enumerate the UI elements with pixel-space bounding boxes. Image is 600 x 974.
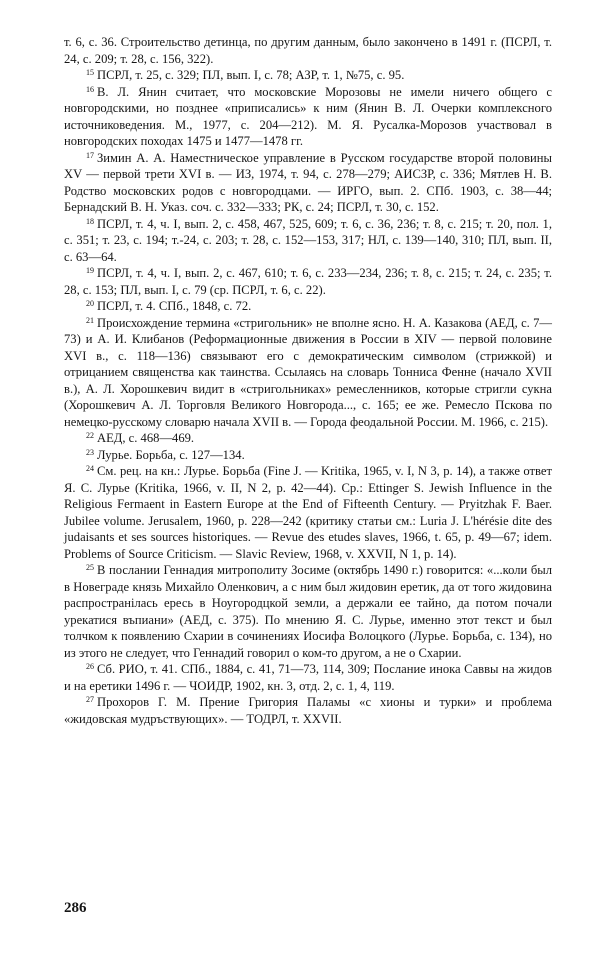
footnote-text: Зимин А. А. Наместническое управление в Русском государстве второй половины XV — первой трети XVI в. — ИЗ, 1974, т. 94, с. 278—279; АИСЗР, с. 336; Мятлев Н. В. Родство московских родов с новгородцами. — ИРГО, вып. 2. СПб. 1903, с. 38—44; Бернадский В. Н. Указ. соч. с. 332—333; РК, с. 24; ПСРЛ, т. 30, с. 152. xyxy=(64,150,552,214)
footnotes xyxy=(64,34,552,727)
footnote-19 xyxy=(64,265,552,298)
footnote-continuation xyxy=(64,34,552,67)
footnote-18 xyxy=(64,216,552,266)
footnote-24 xyxy=(64,463,552,562)
footnote-number: 23 xyxy=(86,447,94,457)
footnote-15 xyxy=(64,67,552,84)
footnote-number: 22 xyxy=(86,431,94,440)
footnote-text: ПСРЛ, т. 4, ч. I, вып. 2, с. 458, 467, 525, 609; т. 6, с. 36, 236; т. 8, с. 215; т. 20, пол. 1, с. 351; т. 23, с. 194; т.-24, с. 203; т. 28, с. 152—153, 317; НЛ, с. 139—140, 310; ПЛ, вып. II, с. 63—64. xyxy=(64,216,552,264)
footnote-16 xyxy=(64,84,552,150)
footnote-number: 15 xyxy=(86,68,94,77)
footnote-number: 27 xyxy=(86,695,94,704)
footnote-text: т. 6, с. 36. Строительство детинца, по другим данным, было закончено в 1491 г. (ПСРЛ, т. 24, с. 209; т. 28, с. 156, 322). xyxy=(64,35,552,66)
footnote-text: В. Л. Янин считает, что московские Морозовы не имели ничего общего с новгородскими, но позднее «приписались» к ним (Янин В. Л. Очерки комплексного источниковедения. М., 1977, с. 204—212). М. Я. Русалка-Морозов участвовал в новгородских походах 1475 и 1477—1478 гг. xyxy=(64,84,552,148)
footnote-text: Происхождение термина «стригольник» не вполне ясно. Н. А. Казакова (АЕД, с. 7—73) и А. И. Клибанов (Реформационные движения в России в XIV — первой половине XVI в., с. 118—136) связывают его с демократическим символом (стрижкой) и отрицанием священства как таинства. Ссылаясь на словарь Тонниса Фенне (начало XVII в.), А. Л. Хорошкевич видит в «стригольниках» ремесленников, которые стригли сукна (Хорошкевич А. Л. Торговля Великого Новгорода..., с. 165; ее же. Ремесло Пскова по немецко-русскому словарю начала XVII в. — Города феодальной России. М. 1966, с. 215). xyxy=(64,315,552,429)
footnote-27 xyxy=(64,694,552,727)
footnote-number: 18 xyxy=(86,216,94,226)
footnote-17 xyxy=(64,150,552,216)
footnote-number: 21 xyxy=(86,315,94,325)
footnote-23 xyxy=(64,447,552,464)
page-number: 286 xyxy=(64,900,87,916)
footnote-text: ПСРЛ, т. 25, с. 329; ПЛ, вып. I, с. 78; АЗР, т. 1, №75, с. 95. xyxy=(97,68,405,82)
footnote-number: 26 xyxy=(86,662,94,671)
footnote-text: Сб. РИО, т. 41. СПб., 1884, с. 41, 71—73, 114, 309; Послание инока Саввы на жидов и на еретики 1496 г. — ЧОИДР, 1902, кн. 3, отд. 2, с. 1, 4, 119. xyxy=(64,662,552,693)
footnote-number: 24 xyxy=(86,464,94,473)
footnote-25 xyxy=(64,562,552,661)
footnote-text: ПСРЛ, т. 4. СПб., 1848, с. 72. xyxy=(97,299,252,313)
footnote-22 xyxy=(64,430,552,447)
footnote-number: 17 xyxy=(86,150,94,160)
footnote-21 xyxy=(64,315,552,431)
footnote-number: 19 xyxy=(86,266,94,275)
footnote-text: ПСРЛ, т. 4, ч. I, вып. 2, с. 467, 610; т. 6, с. 233—234, 236; т. 8, с. 215; т. 24, с. 235; т. 28, с. 153; ПЛ, вып. I, с. 79 (ср. ПСРЛ, т. 6, с. 22). xyxy=(64,266,552,297)
footnote-20 xyxy=(64,298,552,315)
footnote-text: АЕД, с. 468—469. xyxy=(97,431,195,445)
footnote-text: См. рец. на кн.: Лурье. Борьба (Fine J. — Kritika, 1965, v. I, N 3, p. 14), а также ответ Я. С. Лурье (Kritika, 1966, v. II, N 2, p. 42—44). Ср.: Ettinger S. Jewish Influence in the Religious Fermaent in Eastern Europe at the End of Fifteenth Century. — Pryitzhak F. Baer. Jubilee volume. Jerusalem, 1960, p. 228—242 (критику статьи см.: Luria J. L'hérésie dite des judaisants et ses sources historiques. — Revue des etudes slaves, 1966, t. 65, p. 49—67; idem. Problems of Source Criticism. — Slavic Review, 1968, v. XXVII, N 1, p. 14). xyxy=(64,464,552,561)
footnote-number: 20 xyxy=(86,299,94,308)
footnote-number: 25 xyxy=(86,563,94,572)
footnote-text: Прохоров Г. М. Прение Григория Паламы «с хионы и турки» и проблема «жидовская мудръствующих». — ТОДРЛ, т. XXVII. xyxy=(64,695,552,726)
footnote-26 xyxy=(64,661,552,694)
footnote-text: В послании Геннадия митрополиту Зосиме (октябрь 1490 г.) говорится: «...коли был в Новеграде князь Михайло Оленкович, а с ним был жидовин еретик, да от того жидовина распространілась ересь в Ноугородцкой земли, а держали ее тайно, да потом почали урекатися въпиани» (АЕД, с. 375). По мнению Я. С. Лурье, именно этот текст и был толчком к появлению Схарии в сочинениях Иосифа Волоцкого (Лурье. Борьба, с. 134), но из этого не следует, что Геннадий говорил о ком-то другом, а не о Схарии. xyxy=(64,563,552,660)
footnote-text: Лурье. Борьба, с. 127—134. xyxy=(97,447,245,462)
footnote-number: 16 xyxy=(86,84,94,94)
